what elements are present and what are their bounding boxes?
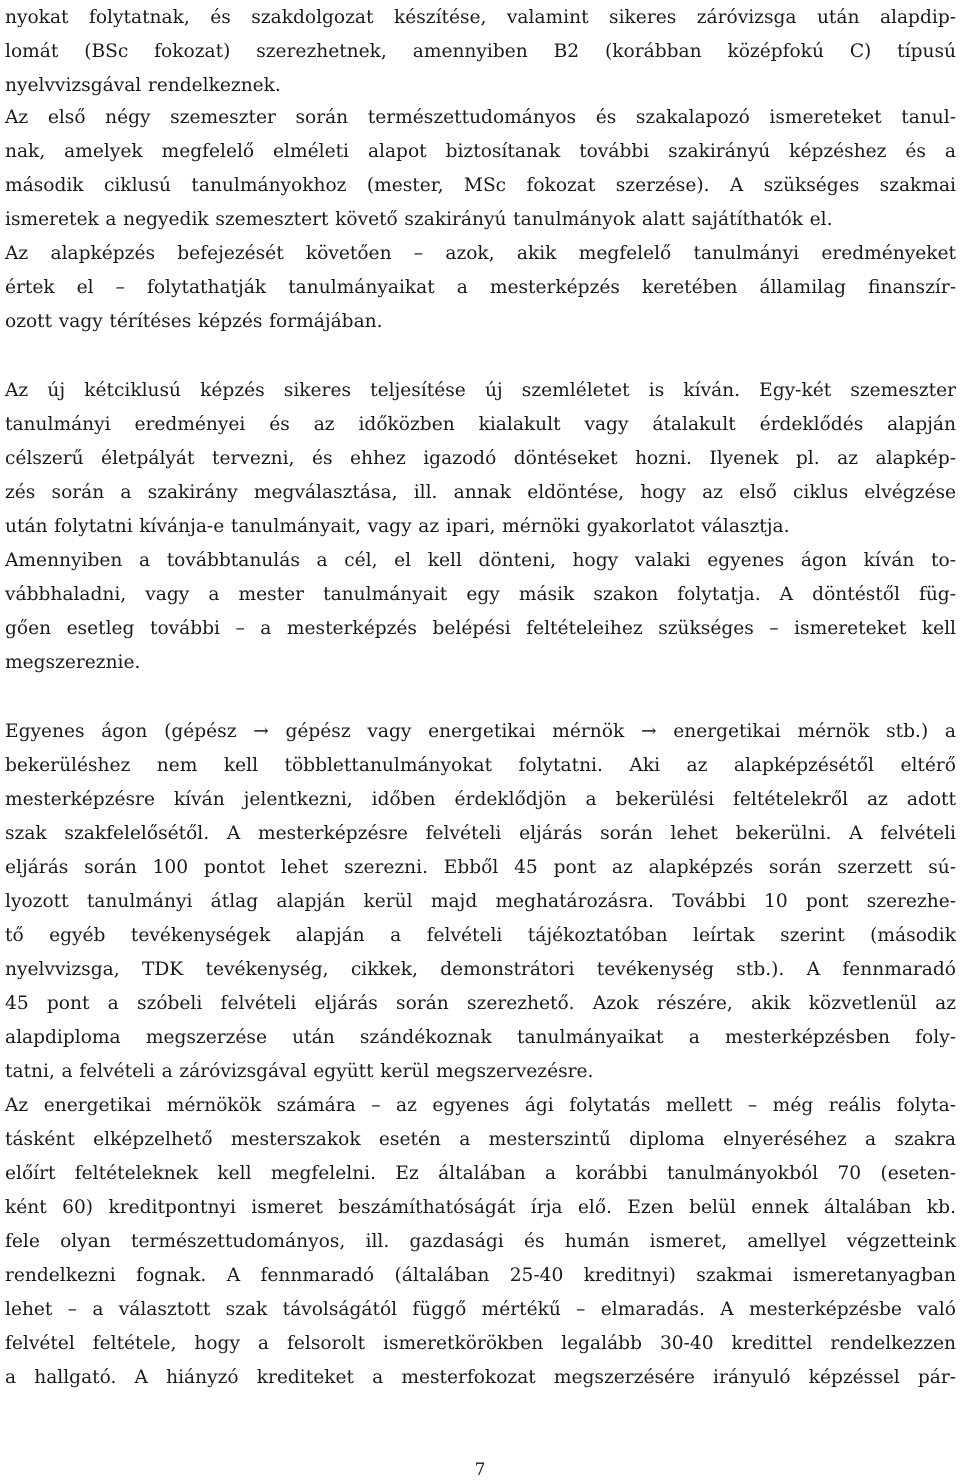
text-line: vábbhaladni, vagy a mester tanulmányait egy másik szakon folytatja. A döntéstől füg- bbox=[5, 584, 956, 605]
text-line: Az első négy szemeszter során természettudományos és szakalapozó ismereteket tanul- bbox=[5, 107, 956, 128]
text-line: tő egyéb tevékenységek alapján a felvételi tájékoztatóban leírtak szerint (második bbox=[5, 925, 956, 946]
text-line: ismeretek a negyedik szemesztert követő szakirányú tanulmányok alatt sajátíthatók el. bbox=[5, 209, 833, 230]
text-line: lomát (BSc fokozat) szerezhetnek, amennyiben B2 (korábban középfokú C) típusú bbox=[5, 41, 956, 62]
text-line: ként 60) kreditpontnyi ismeret beszámíthatóságát írja elő. Ezen belül ennek általában kb. bbox=[5, 1197, 956, 1218]
text-line: második ciklusú tanulmányokhoz (mester, MSc fokozat szerzése). A szükséges szakmai bbox=[5, 175, 956, 196]
text-line: bekerüléshez nem kell többlettanulmányokat folytatni. Aki az alapképzésétől eltérő bbox=[5, 755, 956, 776]
text-line: lehet – a választott szak távolságától függő mértékű – elmaradás. A mesterképzésbe való bbox=[5, 1299, 956, 1320]
page-number: 7 bbox=[474, 1460, 486, 1480]
text-line: alapdiploma megszerzése után szándékoznak tanulmányaikat a mesterképzésben foly- bbox=[5, 1027, 956, 1048]
text-line: Az energetikai mérnökök számára – az egyenes ági folytatás mellett – még reális folyta- bbox=[5, 1095, 956, 1116]
text-line: eljárás során 100 pontot lehet szerezni. Ebből 45 pont az alapképzés során szerzett sú- bbox=[5, 857, 956, 878]
text-line: Amennyiben a továbbtanulás a cél, el kell dönteni, hogy valaki egyenes ágon kíván to- bbox=[5, 550, 956, 571]
text-line: nak, amelyek megfelelő elméleti alapot biztosítanak további szakirányú képzéshez és a bbox=[5, 141, 956, 162]
text-line: tásként elképzelhető mesterszakok esetén a mesterszintű diploma elnyeréséhez a szakra bbox=[5, 1129, 956, 1150]
text-line: 45 pont a szóbeli felvételi eljárás során szerezhető. Azok részére, akik közvetlenül az bbox=[5, 993, 956, 1014]
text-line: lyozott tanulmányi átlag alapján kerül majd meghatározásra. További 10 pont szerezhe- bbox=[5, 891, 956, 912]
text-line: megszereznie. bbox=[5, 652, 141, 673]
text-line: Egyenes ágon (gépész → gépész vagy energetikai mérnök → energetikai mérnök stb.) a bbox=[5, 721, 956, 742]
text-line: fele olyan természettudományos, ill. gazdasági és humán ismeret, amellyel végzetteink bbox=[5, 1231, 956, 1252]
text-line: mesterképzésre kíván jelentkezni, időben érdeklődjön a bekerülési feltételekről az adott bbox=[5, 789, 956, 810]
text-line: célszerű életpályát tervezni, és ehhez igazodó döntéseket hozni. Ilyenek pl. az alapkép- bbox=[5, 448, 956, 469]
text-line: gően esetleg további – a mesterképzés belépési feltételeihez szükséges – ismereteket kell bbox=[5, 618, 956, 639]
text-line: felvétel feltétele, hogy a felsorolt ismeretkörökben legalább 30-40 kredittel rendelkezzen bbox=[5, 1333, 956, 1354]
text-line: ozott vagy térítéses képzés formájában. bbox=[5, 311, 383, 332]
text-line: a hallgató. A hiányzó krediteket a mesterfokozat megszerzésére irányuló képzéssel pár- bbox=[5, 1367, 956, 1388]
text-line: Az új kétciklusú képzés sikeres teljesítése új szemléletet is kíván. Egy-két szemeszter bbox=[5, 380, 956, 401]
text-line: nyelvvizsgával rendelkeznek. bbox=[5, 75, 281, 96]
text-line: szak szakfelelősétől. A mesterképzésre felvételi eljárás során lehet bekerülni. A felvételi bbox=[5, 823, 956, 844]
text-line: nyelvvizsga, TDK tevékenység, cikkek, demonstrátori tevékenység stb.). A fennmaradó bbox=[5, 959, 956, 980]
text-line: rendelkezni fognak. A fennmaradó (általában 25-40 kreditnyi) szakmai ismeretanyagban bbox=[5, 1265, 956, 1286]
text-line: Az alapképzés befejezését követően – azok, akik megfelelő tanulmányi eredményeket bbox=[5, 243, 956, 264]
text-line: értek el – folytathatják tanulmányaikat a mesterképzés keretében államilag finanszír- bbox=[5, 277, 956, 298]
text-line: zés során a szakirány megválasztása, ill. annak eldöntése, hogy az első ciklus elvégzése bbox=[5, 482, 956, 503]
text-line: tanulmányi eredményei és az időközben kialakult vagy átalakult érdeklődés alapján bbox=[5, 414, 956, 435]
text-line: előírt feltételeknek kell megfelelni. Ez általában a korábbi tanulmányokból 70 (eseten- bbox=[5, 1163, 956, 1184]
text-line: után folytatni kívánja-e tanulmányait, vagy az ipari, mérnöki gyakorlatot választja. bbox=[5, 516, 790, 537]
text-line: tatni, a felvételi a záróvizsgával együtt kerül megszervezésre. bbox=[5, 1061, 594, 1082]
text-line: nyokat folytatnak, és szakdolgozat készítése, valamint sikeres záróvizsga után alapdip- bbox=[5, 7, 956, 28]
